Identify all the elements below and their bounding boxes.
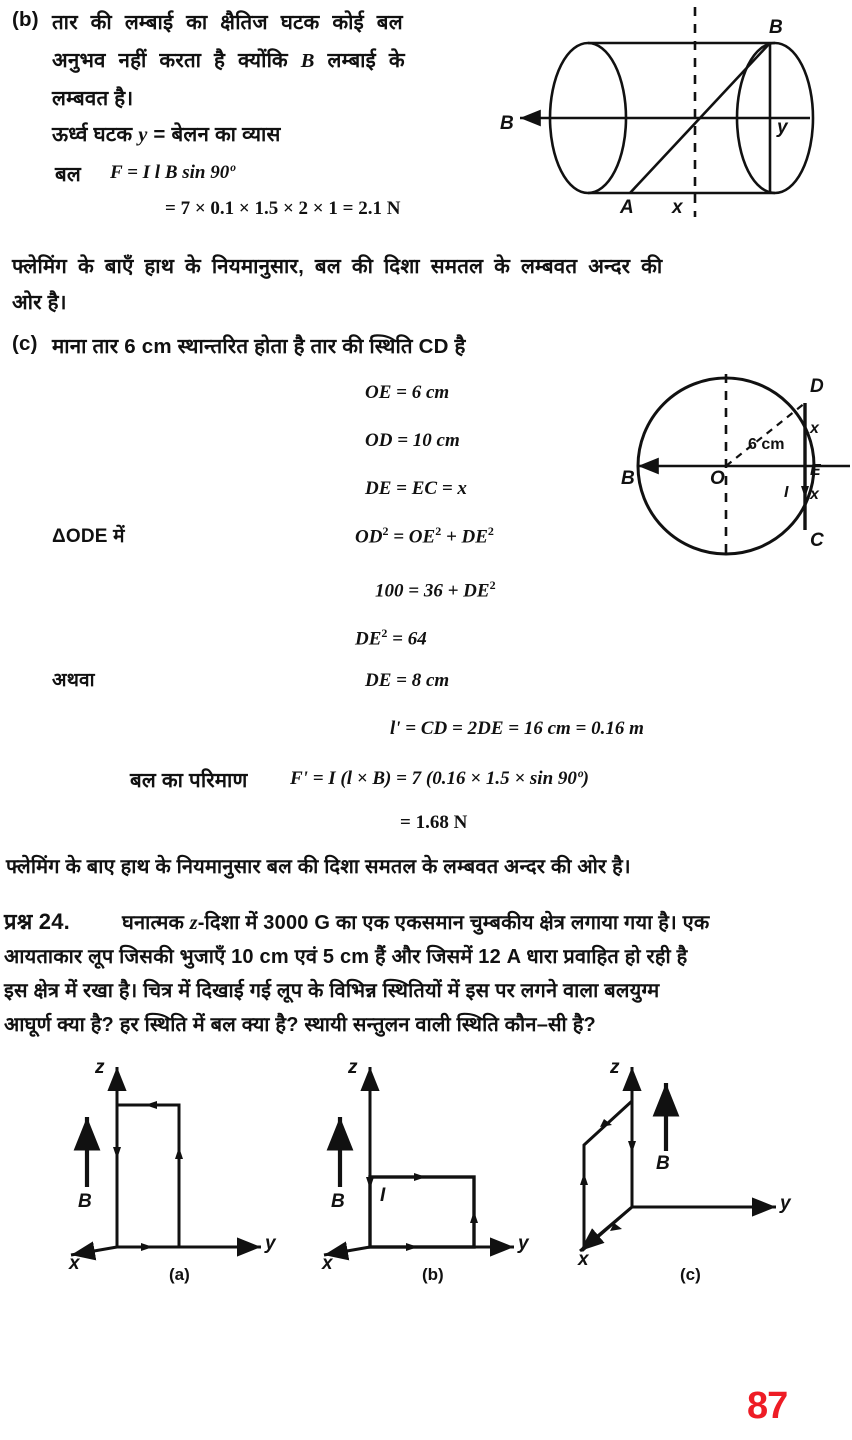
loop-c-caption: (c) bbox=[680, 1265, 701, 1284]
loop-b-axis-z: z bbox=[348, 1057, 358, 1078]
question-24-line-1-pre: घनात्मक bbox=[122, 912, 190, 934]
circle-label-O: O bbox=[710, 468, 725, 489]
force-magnitude-result: = 1.68 N bbox=[400, 812, 468, 833]
force-label: बल bbox=[55, 163, 82, 186]
loop-c-axis-x: x bbox=[578, 1249, 589, 1270]
equation-de-value: DE = 8 cm bbox=[365, 670, 450, 691]
question-24-marker: प्रश्न 24. bbox=[4, 909, 70, 934]
loop-b-axis-x: x bbox=[322, 1253, 333, 1274]
loop-figure-b bbox=[318, 1055, 568, 1284]
part-c-intro: माना तार 6 cm स्थान्तरित होता है तार की स्थिति CD है bbox=[52, 335, 466, 358]
force-magnitude-label: बल का परिमाण bbox=[130, 769, 248, 792]
part-b-line-4-symbol: y bbox=[138, 124, 148, 146]
triangle-ode-label: ΔODE में bbox=[52, 526, 125, 547]
circle-diagram bbox=[618, 358, 852, 578]
loop-a-field-label: B bbox=[78, 1191, 92, 1212]
equation-pythagoras: $OD^2 = OE^2 + DE^2$ bbox=[355, 524, 494, 548]
loop-b-field-label: B bbox=[331, 1191, 345, 1212]
cylinder-label-B-left: B bbox=[500, 113, 514, 134]
part-b-line-4-pre: ऊर्ध्व घटक bbox=[52, 123, 139, 146]
loop-figure-a bbox=[65, 1055, 315, 1284]
loop-c-axis-z: z bbox=[610, 1057, 620, 1078]
part-b-line-2-post: लम्बाई के bbox=[314, 49, 405, 72]
part-b-line-4 bbox=[52, 120, 281, 148]
cylinder-label-A: A bbox=[620, 197, 634, 218]
force-formula-text: F = I l B sin 90º bbox=[110, 162, 235, 183]
page-number: 87 bbox=[747, 1385, 788, 1427]
alternative-label: अथवा bbox=[52, 670, 95, 691]
loop-b-caption: (b) bbox=[422, 1265, 444, 1284]
loop-c-field-label: B bbox=[656, 1153, 670, 1174]
part-b-line-2-pre: अनुभव नहीं करता है क्योंकि bbox=[52, 49, 301, 72]
equation-od: OD = 10 cm bbox=[365, 430, 460, 451]
loop-a-caption: (a) bbox=[169, 1265, 190, 1284]
cylinder-label-x: x bbox=[672, 197, 683, 218]
part-b-line-2-symbol: B bbox=[300, 50, 315, 72]
cylinder-diagram bbox=[480, 5, 852, 225]
circle-label-C: C bbox=[810, 530, 824, 551]
part-b-line-4-post: = बेलन का व्यास bbox=[147, 123, 281, 146]
part-b-conclusion-line-1: फ्लेमिंग के बाएँ हाथ के नियमानुसार, बल की दिशा समतल के लम्बवत अन्दर की bbox=[12, 255, 663, 278]
part-c-marker: (c) bbox=[12, 332, 38, 355]
equation-numeric: $100 = 36 + DE^2$ bbox=[375, 578, 496, 602]
question-24-line-1-post: -दिशा में 3000 G का एक एकसमान चुम्बकीय क्षेत्र लगाया गया है। एक bbox=[197, 912, 710, 934]
circle-label-x-upper: x bbox=[810, 420, 819, 437]
loop-a-axis-y: y bbox=[265, 1233, 276, 1254]
final-conclusion: फ्लेमिंग के बाए हाथ के नियमानुसार बल की दिशा समतल के लम्बवत अन्दर की ओर है। bbox=[6, 856, 631, 878]
force-value-text: = 7 × 0.1 × 1.5 × 2 × 1 = 2.1 N bbox=[165, 198, 401, 219]
cylinder-label-B-top: B bbox=[769, 17, 783, 38]
equation-length-cd: l' = CD = 2DE = 16 cm = 0.16 m bbox=[390, 718, 644, 739]
circle-label-E: E bbox=[810, 462, 821, 479]
question-24-line-1 bbox=[122, 908, 709, 935]
loop-b-axis-y: y bbox=[518, 1233, 529, 1254]
loop-a-axis-z: z bbox=[95, 1057, 105, 1078]
loop-figure-c bbox=[570, 1055, 830, 1284]
circle-label-x-lower: x bbox=[810, 486, 819, 503]
equation-de-squared: $DE^2 = 64$ bbox=[355, 626, 427, 650]
question-24-line-2: आयताकार लूप जिसकी भुजाएँ 10 cm एवं 5 cm हैं और जिसमें 12 A धारा प्रवाहित हो रही है bbox=[4, 946, 688, 968]
circle-label-radius: 6 cm bbox=[748, 436, 785, 453]
equation-oe: OE = 6 cm bbox=[365, 382, 450, 403]
force-value bbox=[165, 198, 400, 220]
part-b-marker bbox=[12, 8, 39, 32]
loop-a-axis-x: x bbox=[69, 1253, 80, 1274]
question-24-line-4: आघूर्ण क्या है? हर स्थिति में बल क्या है? स्थायी सन्तुलन वाली स्थिति कौन–सी है? bbox=[4, 1014, 596, 1036]
circle-label-D: D bbox=[810, 376, 824, 397]
part-b-conclusion-line-2: ओर है। bbox=[12, 291, 67, 314]
question-24-axis-symbol: z bbox=[189, 912, 198, 934]
part-b-line-2 bbox=[52, 46, 405, 74]
question-24-line-3: इस क्षेत्र में रखा है। चित्र में दिखाई गई लूप के विभिन्न स्थितियों में इस पर लगने वाला बलयुग्म bbox=[4, 980, 660, 1002]
cylinder-label-y: y bbox=[777, 117, 788, 138]
part-b-line-1: तार की लम्बाई का क्षैतिज घटक कोई बल bbox=[52, 11, 403, 34]
loop-b-current-label: I bbox=[380, 1185, 386, 1206]
force-formula bbox=[110, 162, 235, 184]
loop-c-axis-y: y bbox=[780, 1193, 791, 1214]
circle-label-B: B bbox=[621, 468, 635, 489]
part-b-marker-text: (b) bbox=[12, 8, 39, 31]
equation-de-ec: DE = EC = x bbox=[365, 478, 467, 499]
force-magnitude-formula: F' = I (l × B) = 7 (0.16 × 1.5 × sin 90º) bbox=[290, 768, 589, 789]
circle-label-I: I bbox=[784, 484, 789, 501]
part-b-line-3: लम्बवत है। bbox=[52, 87, 134, 110]
